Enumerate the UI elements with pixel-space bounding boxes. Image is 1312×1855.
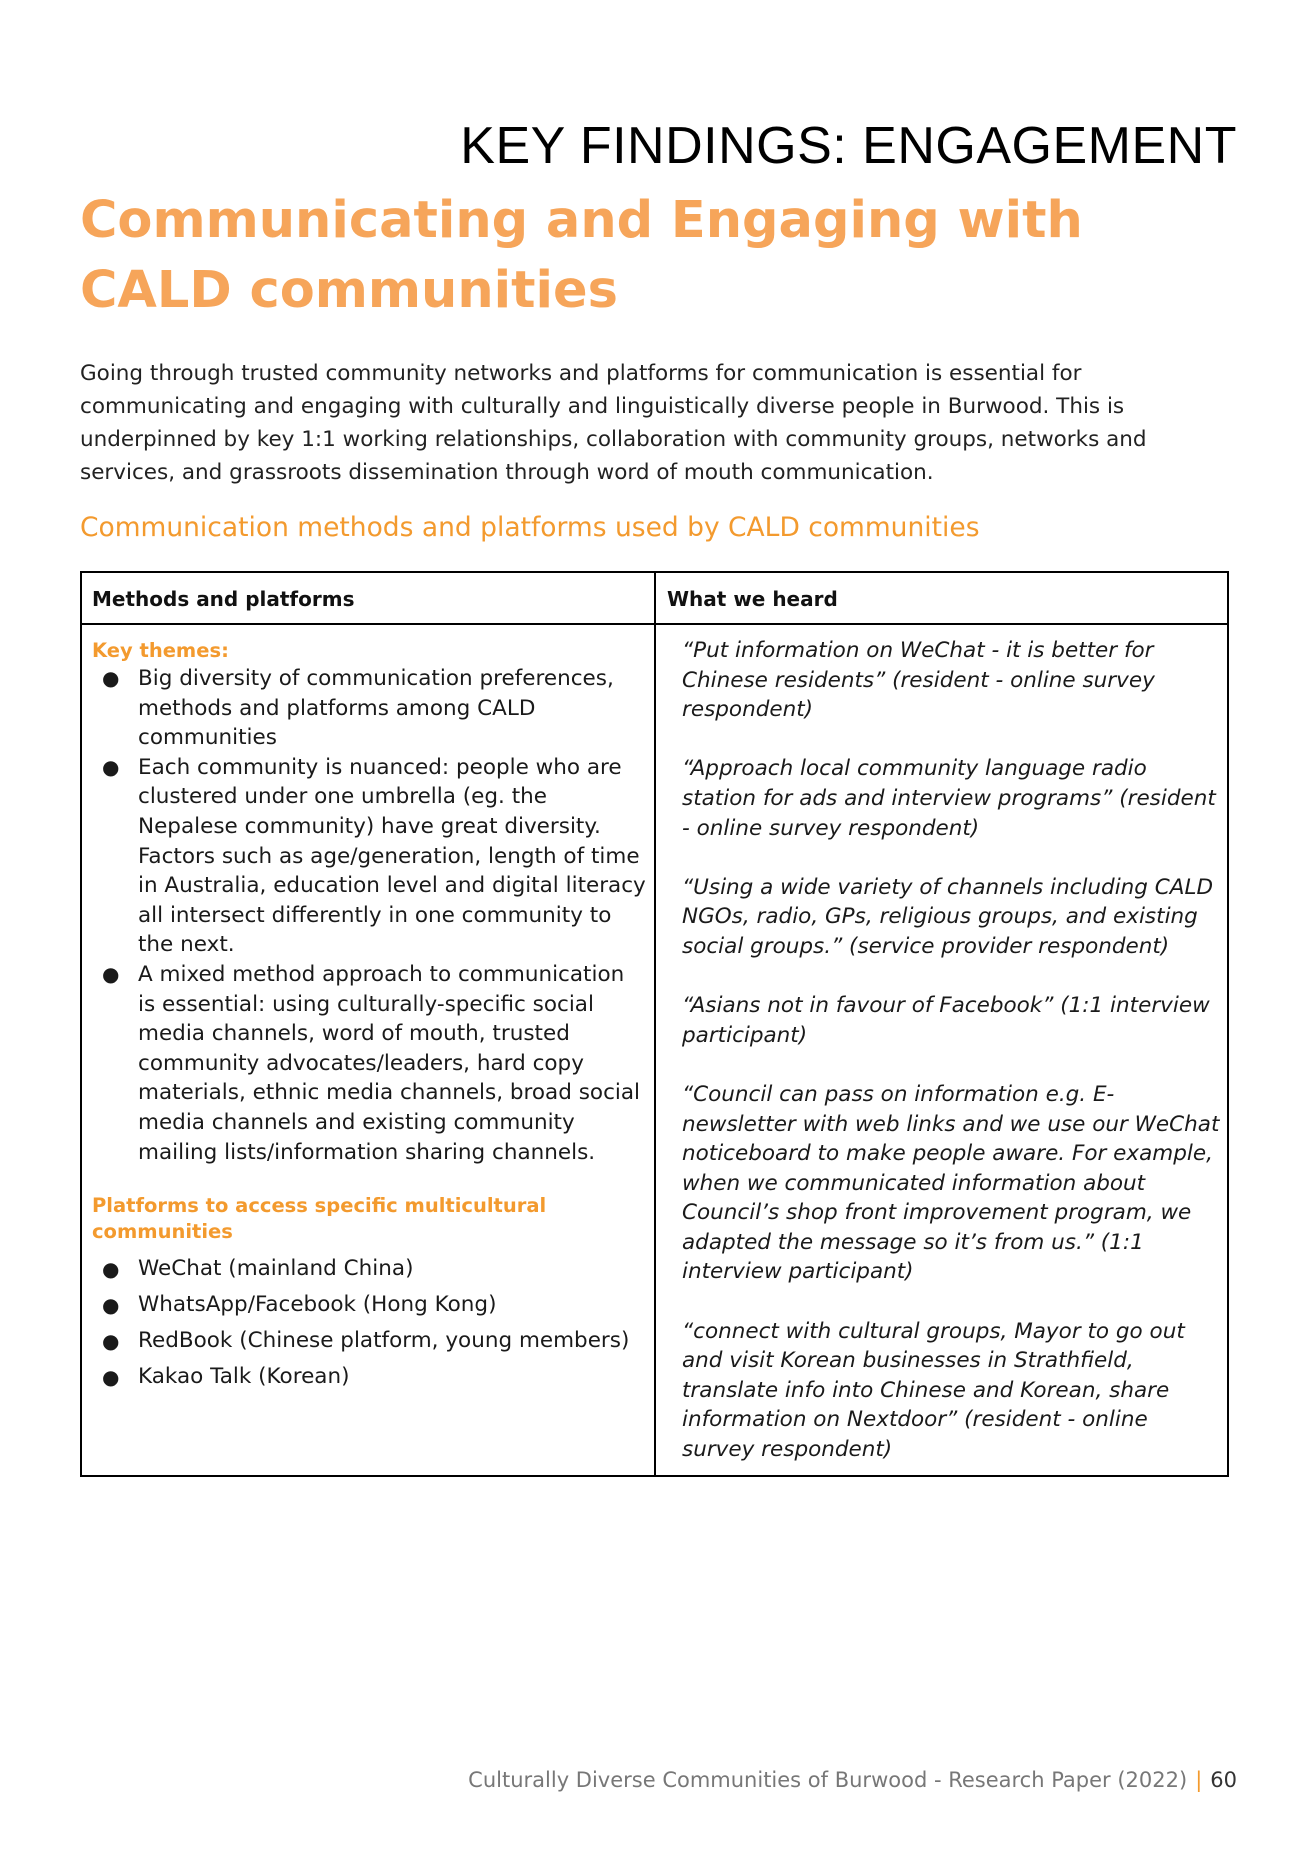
list-item <box>92 960 647 1167</box>
list-item <box>92 664 647 753</box>
page-title: Communicating and Engaging with CALD communities <box>80 191 1083 320</box>
bullet-icon: ● <box>102 1257 120 1282</box>
findings-table <box>80 571 1229 1477</box>
table-header-row <box>82 573 1227 625</box>
platforms-list <box>92 1251 647 1395</box>
platform-text: Kakao Talk (Korean) <box>138 1364 350 1390</box>
platforms-label: Platforms to access specific multicultural communities <box>92 1194 547 1244</box>
list-item <box>92 1359 647 1395</box>
section-header: KEY FINDINGS: ENGAGEMENT <box>460 117 1237 175</box>
page-footer <box>468 1768 1237 1792</box>
column-divider <box>654 573 656 1475</box>
quote: “Approach local community language radio station for ads and interview programs” (resident - online survey respondent) <box>682 756 1216 841</box>
quote: “connect with cultural groups, Mayor to go out and visit Korean businesses in Strathfield, translate info into Chinese and Korean, share information on Nextdoor” (resident - online survey respondent) <box>682 1318 1185 1463</box>
list-item <box>92 753 647 960</box>
table-subheading: Communication methods and platforms used by CALD communities <box>80 512 980 543</box>
footer-document-title: Culturally Diverse Communities of Burwood - Research Paper (2022) <box>468 1768 1188 1792</box>
footer-separator: | <box>1195 1768 1203 1792</box>
key-themes-label: Key themes: <box>92 639 229 662</box>
list-item <box>92 1323 647 1359</box>
key-theme-text: A mixed method approach to communication is essential: using culturally-specific social media channels, word of mouth, trusted community advocates/leaders, hard copy materials, ethnic media channels, broad social media channels and existing community mailing lists/information sharing channels. <box>138 961 641 1165</box>
key-themes-list <box>92 664 647 1167</box>
list-item <box>92 1287 647 1323</box>
quote: “Using a wide variety of channels including CALD NGOs, radio, GPs, religious groups, and existing social groups.” (service provider respondent) <box>682 874 1214 959</box>
bullet-icon: ● <box>102 754 120 779</box>
key-theme-text: Big diversity of communication preferences, methods and platforms among CALD communities <box>138 666 614 751</box>
platform-text: WeChat (mainland China) <box>138 1256 414 1282</box>
page-number: 60 <box>1210 1768 1237 1792</box>
bullet-icon: ● <box>102 666 120 690</box>
bullet-icon: ● <box>102 1293 120 1318</box>
quotes-cell <box>682 636 1222 1465</box>
column-header-heard: What we heard <box>667 587 838 611</box>
platform-text: RedBook (Chinese platform, young members) <box>138 1328 630 1354</box>
bullet-icon: ● <box>102 1329 120 1354</box>
bullet-icon: ● <box>102 1365 120 1390</box>
key-theme-text: Each community is nuanced: people who are clustered under one umbrella (eg. the Nepalese community) have great diversity. Factors such as age/generation, length of time in Australia, education level and digital literacy all intersect differently in one community to the next. <box>138 754 646 958</box>
list-item <box>92 1251 647 1287</box>
quote: “Asians not in favour of Facebook” (1:1 interview participant) <box>682 993 1210 1048</box>
methods-cell <box>92 638 647 1395</box>
column-header-methods: Methods and platforms <box>92 587 355 611</box>
quote: “Council can pass on information e.g. E-newsletter with web links and we use our WeChat noticeboard to make people aware. For example, when we communicated information about Council’s shop front improvement program, we adapted the message so it’s from us.” (1:1 interview participant) <box>682 1081 1220 1285</box>
intro-paragraph: Going through trusted community networks and platforms for communication is essential for communicating and engaging with culturally and linguistically diverse people in Burwood. This is underpinned by key 1:1 working relationships, collaboration with community groups, networks and services, and grassroots dissemination through word of mouth communication. <box>80 361 1147 485</box>
platform-text: WhatsApp/Facebook (Hong Kong) <box>138 1292 497 1318</box>
bullet-icon: ● <box>102 961 120 986</box>
quote: “Put information on WeChat - it is better for Chinese residents” (resident - online survey respondent) <box>682 638 1155 723</box>
